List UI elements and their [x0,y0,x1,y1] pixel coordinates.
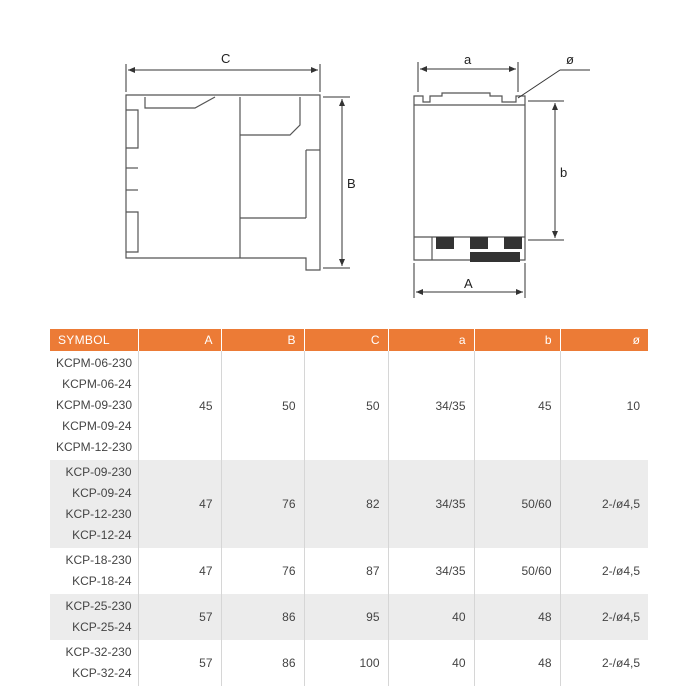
header-symbol: SYMBOL [50,329,138,351]
value-cell-B: 76 [221,548,304,594]
header-A: A [138,329,221,351]
value-cell-B: 50 [221,351,304,460]
table-row [50,548,648,594]
header-B: B [221,329,304,351]
value-cell-a: 40 [388,640,474,686]
symbol-name: KCP-12-24 [72,528,132,542]
symbol-name: KCPM-06-24 [62,377,132,391]
symbol-cell [50,594,138,640]
value-cell-diameter: 10 [560,351,648,460]
value-cell-diameter: 2-/ø4,5 [560,548,648,594]
symbol-name: KCP-32-230 [65,645,132,659]
value-cell-C: 87 [304,548,388,594]
value-cell-A: 47 [138,460,221,548]
value-cell-C: 95 [304,594,388,640]
value-cell-a: 34/35 [388,460,474,548]
value-cell-C: 50 [304,351,388,460]
value-cell-B: 86 [221,594,304,640]
value-cell-b: 45 [474,351,560,460]
side-width-label: C [221,51,231,66]
value-cell-B: 86 [221,640,304,686]
header-a: a [388,329,474,351]
value-cell-diameter: 2-/ø4,5 [560,594,648,640]
header-diameter: ø [560,329,648,351]
value-cell-B: 76 [221,460,304,548]
symbol-name: KCPM-09-230 [56,398,133,412]
table-row [50,640,648,686]
symbol-cell [50,548,138,594]
value-cell-C: 100 [304,640,388,686]
value-cell-a: 40 [388,594,474,640]
table-row [50,594,648,640]
value-cell-A: 57 [138,640,221,686]
value-cell-A: 47 [138,548,221,594]
value-cell-A: 57 [138,594,221,640]
symbol-name: KCP-18-230 [65,553,132,567]
header-C: C [304,329,388,351]
value-cell-A: 45 [138,351,221,460]
header-b: b [474,329,560,351]
symbol-cell [50,351,138,460]
symbol-name: KCPM-09-24 [62,419,132,433]
front-width-top-label: a [464,52,472,67]
symbol-name: KCP-09-24 [72,486,132,500]
symbol-cell [50,460,138,548]
value-cell-b: 48 [474,640,560,686]
symbol-name: KCP-32-24 [72,666,132,680]
value-cell-diameter: 2-/ø4,5 [560,460,648,548]
dimensions-table [50,329,648,686]
symbol-name: KCP-25-24 [72,620,132,634]
front-height-label: b [560,165,568,180]
dimension-drawings [0,0,700,320]
value-cell-a: 34/35 [388,351,474,460]
symbol-cell [50,640,138,686]
front-view-terminals [436,237,522,262]
symbol-name: KCP-18-24 [72,574,132,588]
front-width-bottom-label: A [464,276,473,291]
side-height-label: B [347,176,356,191]
table-header-row [50,329,648,351]
symbol-name: KCP-09-230 [65,465,132,479]
symbol-name: KCPM-12-230 [56,440,133,454]
value-cell-b: 50/60 [474,460,560,548]
symbol-name: KCPM-06-230 [56,356,133,370]
front-view-drawing [414,93,525,260]
value-cell-b: 50/60 [474,548,560,594]
table-row [50,460,648,548]
value-cell-C: 82 [304,460,388,548]
side-view-drawing [126,95,320,270]
symbol-name: KCP-25-230 [65,599,132,613]
symbol-name: KCP-12-230 [65,507,132,521]
front-hole-label: ø [566,52,574,67]
table-row [50,351,648,460]
value-cell-a: 34/35 [388,548,474,594]
value-cell-diameter: 2-/ø4,5 [560,640,648,686]
value-cell-b: 48 [474,594,560,640]
